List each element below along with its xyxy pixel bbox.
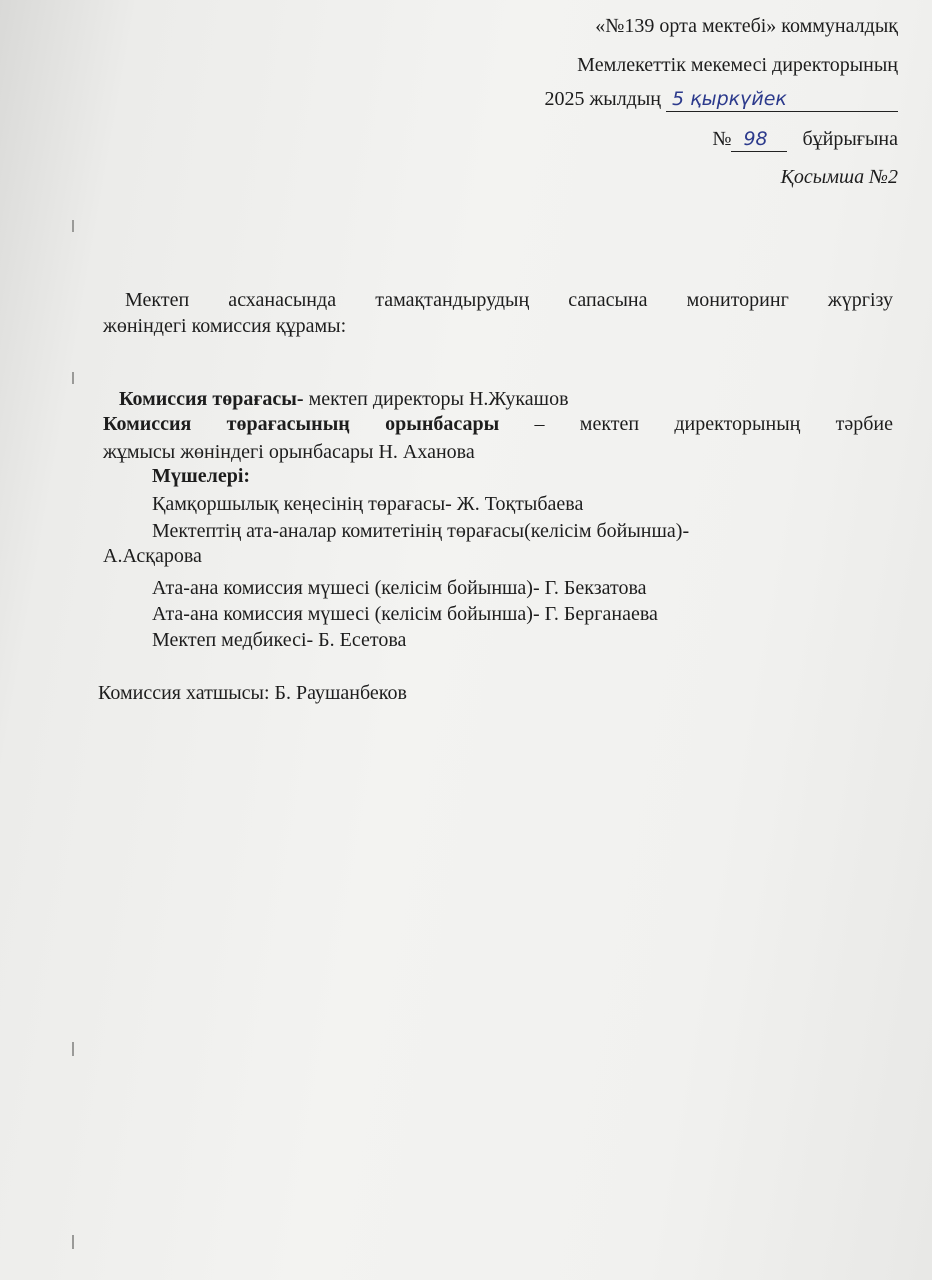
member-5: Мектеп медбикесі- Б. Есетова bbox=[152, 629, 407, 651]
chair-label: Комиссия төрағасы- bbox=[119, 388, 304, 410]
date-field bbox=[666, 88, 898, 112]
member-1: Қамқоршылық кеңесінің төрағасы- Ж. Тоқтыбаева bbox=[152, 493, 584, 515]
member-3: Ата-ана комиссия мүшесі (келісім бойынша)- Г. Бекзатова bbox=[152, 577, 647, 599]
title-line-2: жөніндегі комиссия құрамы: bbox=[103, 315, 347, 337]
margin-mark bbox=[72, 220, 74, 232]
deputy-text-1: – мектеп директорының тәрбие bbox=[534, 413, 893, 435]
deputy-line-2: жұмысы жөніндегі орынбасары Н. Аханова bbox=[103, 441, 475, 463]
deputy-label: Комиссия төрағасының орынбасары bbox=[103, 413, 500, 435]
deputy-line-1 bbox=[103, 413, 893, 436]
member-2-line-1: Мектептің ата-аналар комитетінің төрағасы(келісім бойынша)- bbox=[152, 520, 690, 542]
chair-text: мектеп директоры Н.Жукашов bbox=[303, 388, 569, 410]
secretary-line: Комиссия хатшысы: Б. Раушанбеков bbox=[98, 682, 407, 704]
handwritten-date: 5 қыркүйек bbox=[672, 88, 787, 110]
appendix-label: Қосымша №2 bbox=[780, 166, 898, 188]
title-line-1: Мектеп асханасында тамақтандырудың сапасына мониторинг жүргізу bbox=[125, 289, 893, 311]
number-field bbox=[731, 128, 787, 152]
member-2-line-2: А.Асқарова bbox=[103, 545, 202, 567]
header-order-line bbox=[712, 128, 898, 152]
handwritten-number: 98 bbox=[743, 128, 768, 150]
header-year-text: 2025 жылдың bbox=[544, 88, 661, 110]
member-4: Ата-ана комиссия мүшесі (келісім бойынша)- Г. Берганаева bbox=[152, 603, 658, 625]
number-prefix: № bbox=[712, 128, 732, 150]
header-line-1: «№139 орта мектебі» коммуналдық bbox=[595, 15, 898, 37]
header-date-line bbox=[544, 88, 898, 112]
header-line-2: Мемлекеттік мекемесі директорының bbox=[577, 54, 898, 76]
margin-mark bbox=[72, 372, 74, 384]
members-heading: Мүшелері: bbox=[152, 465, 251, 487]
chair-line bbox=[119, 388, 569, 411]
margin-mark bbox=[72, 1042, 74, 1056]
order-word: бұйрығына bbox=[802, 128, 898, 150]
margin-mark bbox=[72, 1235, 74, 1249]
